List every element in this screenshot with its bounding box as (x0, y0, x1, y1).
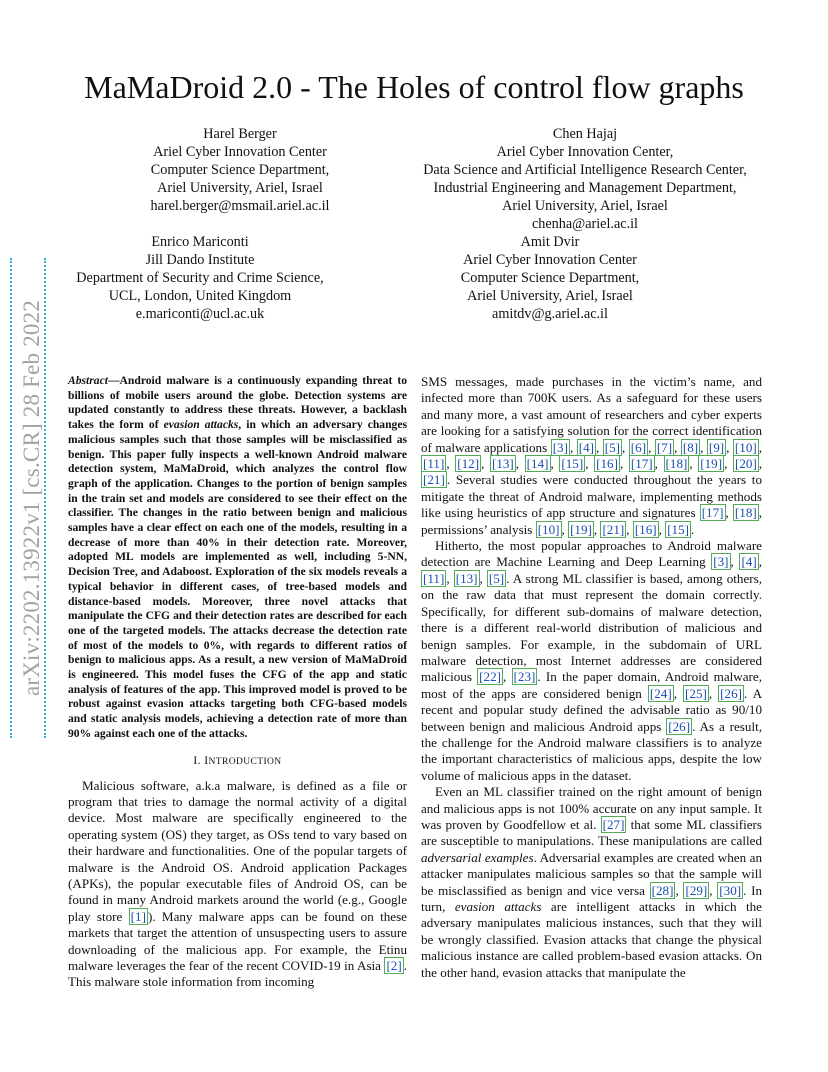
paragraph-text: SMS messages, made purchases in the victim’s name, and infected more than 700K users. As a safeguard for these users and many more, a vast amount of researchers and cyber experts are looking for a satisfying solution for the correct identification of malware applications (421, 374, 762, 455)
author-name: Harel Berger (203, 126, 277, 142)
paragraph-text: . Several studies were conducted throughout the years to mitigate the threat of Android malware, implementing methods like using heuristics of app structure and signatures (421, 472, 762, 521)
author-affiliation: Jill Dando Institute (145, 252, 255, 269)
author-block-3 (50, 233, 350, 323)
author-block-1 (110, 125, 370, 215)
author-affiliation: Industrial Engineering and Management Department, (433, 180, 737, 197)
citation-group: [3] , [4] , [5] , [6] , [7] , [8] , [9] , [10] , [11] , [12] , [13] , [14] , [15] , [16] , [17] , [18] , [19] , [20] , [21] (423, 439, 763, 488)
citation-link[interactable]: [7] (656, 439, 673, 455)
citation-group: [28] , [29] , [30] (651, 882, 742, 898)
citation-link[interactable]: [10] (734, 439, 757, 455)
citation-group: [22] , [23] (479, 669, 536, 685)
paragraph-text: , permissions’ analysis (421, 505, 763, 537)
citation-link[interactable]: [19] (700, 456, 723, 472)
citation-link[interactable]: [28] (651, 882, 674, 898)
author-email: harel.berger@msmail.ariel.ac.il (150, 198, 330, 215)
citation-link[interactable]: [15] (667, 521, 690, 537)
author-affiliation: Ariel Cyber Innovation Center (463, 252, 637, 269)
citation-link[interactable]: [16] (596, 456, 618, 472)
author-affiliation: Department of Security and Crime Science, (76, 270, 324, 287)
author-affiliation: UCL, London, United Kingdom (108, 288, 292, 305)
paragraph-text: Hitherto, the most popular approaches to Android malware detection are Machine Learning and Deep Learning (421, 538, 762, 570)
left-column (68, 374, 407, 991)
abstract-label: Abstract (68, 374, 108, 387)
citation-link[interactable]: [29] (685, 882, 708, 898)
citation-group: [17] , [18] (701, 505, 757, 521)
section-title-rest: NTRODUCTION (208, 756, 282, 767)
citation-link[interactable]: [9] (708, 439, 725, 455)
paragraph-text: . This malware stole information from incoming (68, 958, 407, 990)
emphasized-term: adversarial examples (421, 849, 534, 865)
author-affiliation: Ariel University, Ariel, Israel (467, 288, 633, 305)
citation-link[interactable]: [4] (578, 439, 594, 455)
citation-link[interactable]: [23] (513, 669, 536, 685)
paragraph-text: . As a result, the challenge for the Android malware classifiers is to analyze the important characteristics of malicious apps, despite the low volume of malicious apps in the dataset. (421, 718, 762, 783)
abstract-text: —Android malware is a continuously expanding threat to billions of mobile users around the globe. Detection systems are updated constantly to address these threats. However, a backlash takes the form of (68, 374, 407, 432)
author-block-4 (430, 233, 670, 323)
paragraph-text: . In turn, (421, 882, 763, 914)
citation-link[interactable]: [25] (685, 685, 707, 701)
citation-link[interactable]: [18] (665, 456, 688, 472)
author-affiliation: Computer Science Department, (460, 270, 640, 287)
citation-link[interactable]: [3] (713, 554, 729, 570)
citation-link[interactable]: [4] (741, 554, 757, 570)
citation-link[interactable]: [17] (701, 505, 724, 521)
author-email: amitdv@g.ariel.ac.il (492, 306, 608, 323)
intro-paragraph (68, 778, 407, 991)
arxiv-stamp[interactable] (12, 258, 52, 738)
section-title-initial: I (204, 753, 209, 767)
citation-link[interactable]: [27] (602, 816, 625, 832)
author-affiliation: Ariel University, Ariel, Israel (502, 198, 668, 215)
citation-link[interactable]: [12] (457, 456, 480, 472)
citation-link[interactable]: [10] (537, 521, 560, 537)
body-paragraph (421, 374, 762, 538)
author-name: Chen Hajaj (552, 126, 618, 142)
author-affiliation: Ariel Cyber Innovation Center, (496, 144, 674, 161)
citation-link[interactable]: [21] (423, 472, 445, 488)
citation-link[interactable]: [22] (479, 669, 501, 685)
author-email: e.mariconti@ucl.ac.uk (135, 306, 265, 323)
citation-link[interactable]: [11] (423, 456, 445, 472)
author-name: Amit Dvir (520, 234, 580, 250)
citation-link[interactable]: [26] (668, 718, 691, 734)
paragraph-text: Even an ML classifier trained on the right amount of benign and malicious apps is not 100% accurate on any input sample. It was proven by Goodfellow et al. (421, 784, 762, 832)
section-number: I. (193, 753, 205, 767)
citation-link[interactable]: [5] (488, 570, 505, 586)
author-affiliation: Ariel University, Ariel, Israel (157, 180, 323, 197)
citation-group: [10] , [19] , [21] , [16] , [15] (537, 521, 690, 537)
author-email: chenha@ariel.ac.il (531, 216, 638, 233)
citation-link[interactable]: [20] (734, 456, 757, 472)
citation-link[interactable]: [13] (491, 456, 514, 472)
paragraph-text: . A strong ML classifier is based, among others, on the raw data that must represent the domain correctly. Specifically, for different sub-domains of malware detection, there is a different real-world distribution of malicious and benign samples. For example, in the subdomain of URL malware detection, most Internet addresses are considered malicious (421, 570, 762, 685)
citation-link[interactable]: [30] (719, 882, 742, 898)
citation-link[interactable]: [2] (386, 958, 402, 974)
citation-link[interactable]: [1] (130, 908, 146, 924)
abstract (68, 374, 407, 742)
body-paragraph (421, 784, 762, 981)
citation-link[interactable]: [19] (570, 521, 592, 537)
citation-group: [3] , [4] , [11] , [13] , [5] (423, 554, 762, 586)
citation-link[interactable]: [15] (561, 456, 584, 472)
author-affiliation: Ariel Cyber Innovation Center (153, 144, 327, 161)
paragraph-text: . A recent and popular study defined the advisable ratio as 90/10 between benign and malicious Android apps (421, 685, 763, 734)
citation-link[interactable]: [17] (630, 456, 653, 472)
author-affiliation: Data Science and Artificial Intelligence Research Center, (423, 162, 747, 179)
citation-link[interactable]: [26] (720, 685, 742, 701)
abstract-text: , in which an adversary changes malicious samples such that those samples will be misclassified as benign. This paper fully inspects a well-known Android malware detection system, MaMaDroid, which analyzes the control flow graph of the application. Changes to the portion of benign samples in the train set and models are considered to see their effect on the classifier. The changes in the ratio between benign and malicious samples have a clear effect on each one of the models, resulting in a decrease of more than 40% in their detection rate. Moreover, adopted ML models are implemented as well, including 5-NN, Decision Tree, and Adaboost. Exploration of the six models reveals a typical behavior in different cases, of tree-based models and distance-based models. Moreover, three novel attacks that manipulate the CFG and their detection rates are described for each one of the targeted models. The attacks decrease the detection rate of most of the models to 0%, with regards to different ratios of benign to malicious apps. As a result, a new version of MaMaDroid is engineered. This model fuses the CFG of the app and static analysis of features of the app. This improved model is proved to be robust against evasion attacks targeting both CFG-based models and static analysis models, achieving a detection rate of more than 90% against each one of the attacks. (68, 418, 407, 740)
section-heading-introduction (68, 754, 407, 769)
citation-group: [24] , [25] , [26] (649, 685, 742, 701)
citation-link[interactable]: [11] (423, 570, 445, 586)
emphasized-term: evasion attacks (454, 899, 542, 914)
paragraph-text: that some ML classifiers are susceptible to manipulations. These manipulations are called (421, 816, 762, 849)
paragraph-text: . In the paper domain, Android malware, most of the apps are considered benign (421, 669, 763, 701)
author-affiliation: Computer Science Department, (150, 162, 330, 179)
citation-link[interactable]: [16] (634, 521, 657, 537)
paragraph-text: Malicious software, a.k.a malware, is defined as a file or program that tries to damage the normal activity of a digital device. Most malware are specifically engineered to the operating system (OS) they target, as OSs tend to vary based on their hardware and functionalities. One of the popular targets of malware is the Android OS. Android application Packages (APKs), the popular executable files of Android OS, can be found in many Android markets around the world (e.g., Google play store (68, 777, 407, 924)
citation-link[interactable]: [18] (734, 505, 757, 521)
citation-link[interactable]: [5] (604, 439, 621, 455)
paragraph-text: . (691, 521, 695, 537)
author-block-2 (405, 125, 765, 234)
right-column (421, 374, 762, 981)
citation-link[interactable]: [24] (649, 685, 672, 701)
author-name: Enrico Mariconti (151, 234, 249, 250)
arxiv-stamp-text: arXiv:2202.13922v1 [cs.CR] 28 Feb 2022 (19, 299, 44, 697)
paper-title: MaMaDroid 2.0 - The Holes of control flow graphs (84, 69, 744, 105)
paragraph-text: . Adversarial examples are created when an attacker manipulates malicious samples so that the sample will be misclassified as benign and vice versa (421, 849, 762, 898)
paragraph-text: ). Many malware apps can be found on these markets that target the attention of unsuspecting users to assure downloading of the malicious app. For example, the Etinu malware leverages the fear of the recent COVID-19 in Asia (68, 908, 407, 974)
citation-link[interactable]: [13] (455, 570, 478, 586)
abstract-emphasis: evasion attacks (163, 418, 239, 432)
paragraph-text: are intelligent attacks in which the adversary manipulates malicious instances, such that they will be wrongly classified. Evasion attacks that change the physical malicious instance are called problem-based evasion attacks. On the other hand, evasion attacks that manipulate the (421, 899, 762, 980)
citation-link[interactable]: [21] (602, 521, 625, 537)
body-paragraph (421, 538, 762, 784)
citation-link[interactable]: [6] (630, 439, 647, 455)
citation-link[interactable]: [14] (526, 456, 549, 472)
citation-link[interactable]: [3] (552, 439, 568, 455)
citation-link[interactable]: [8] (682, 439, 699, 455)
